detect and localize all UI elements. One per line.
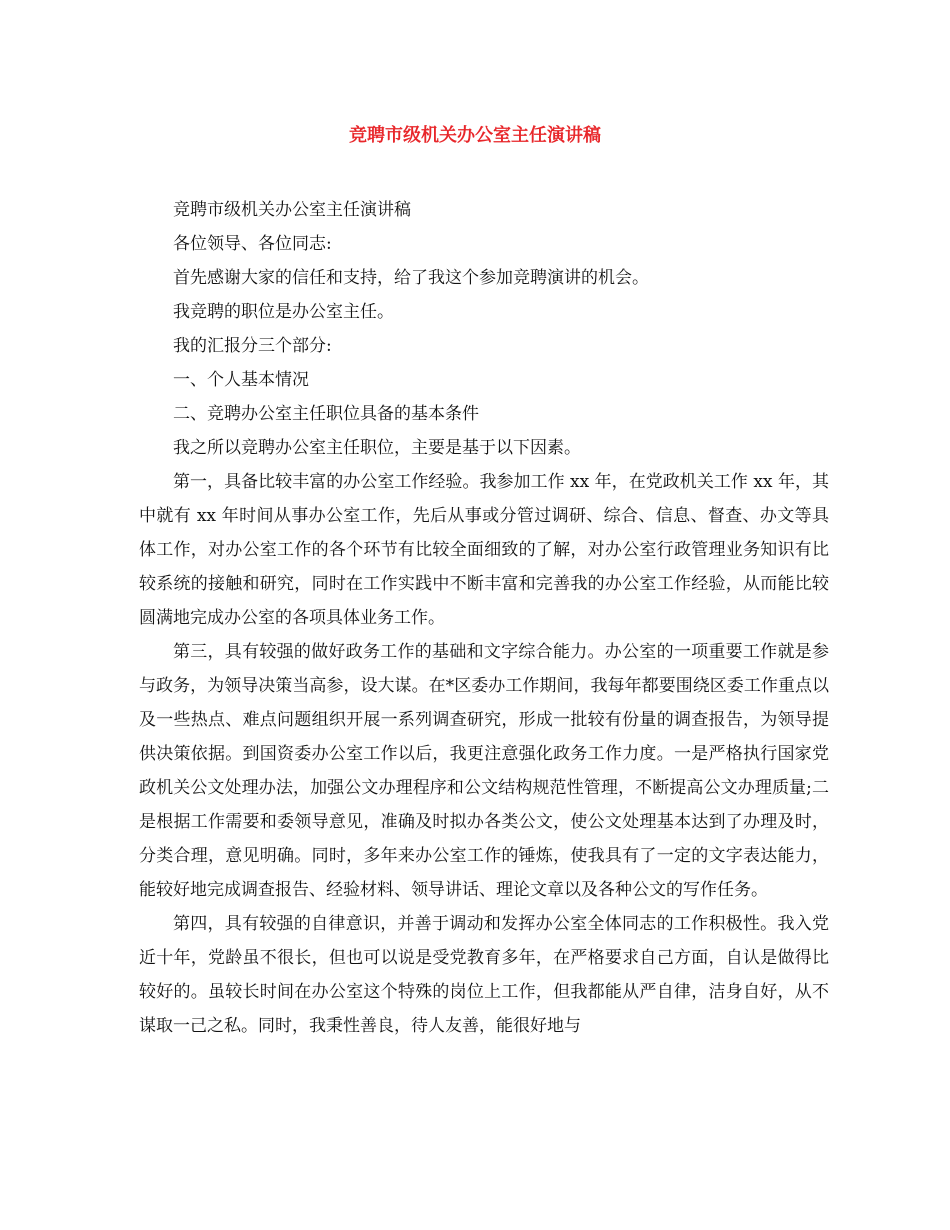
paragraph-third-point: 第三，具有较强的做好政务工作的基础和文字综合能力。办公室的一项重要工作就是参与政务，为领导决策当高参，设大谋。在*区委办工作期间，我每年都要围绕区委工作重点以及一些热点、难点问题组织开展一系列调查研究，形成一批较有份量的调查报告，为领导提供决策依据。到国资委办公室工作以后，我更注意强化政务工作力度。一是严格执行国家党政机关公文处理办法，加强公文办理程序和公文结构规范性管理，不断提高公文办理质量;二是根据工作需要和委领导意见，准确及时拟办各类公文，使公文处理基本达到了办理及时，分类合理，意见明确。同时，多年来办公室工作的锤炼，使我具有了一定的文字表达能力，能较好地完成调查报告、经验材料、领导讲话、理论文章以及各种公文的写作任务。 xyxy=(139,642,829,900)
paragraph-section-one: 一、个人基本情况 xyxy=(173,370,309,390)
paragraph-thanks: 首先感谢大家的信任和支持，给了我这个参加竞聘演讲的机会。 xyxy=(173,268,649,288)
paragraph-salutation: 各位领导、各位同志: xyxy=(173,234,332,254)
document-title: 竞聘市级机关办公室主任演讲稿 xyxy=(349,125,601,146)
paragraph-first-point: 第一，具备比较丰富的办公室工作经验。我参加工作 xx 年，在党政机关工作 xx 年，其中就有 xx 年时间从事办公室工作，先后从事或分管过调研、综合、信息、督查、办文等具体工作，对办公室工作的各个环节有比较全面细致的了解，对办公室行政管理业务知识有比较系统的接触和研究，同时在工作实践中不断丰富和完善我的办公室工作经验，从而能比较圆满地完成办公室的各项具体业务工作。 xyxy=(139,472,829,628)
paragraph-heading-repeat: 竞聘市级机关办公室主任演讲稿 xyxy=(173,200,411,220)
paragraph-section-two: 二、竞聘办公室主任职位具备的基本条件 xyxy=(173,404,479,424)
document-body xyxy=(139,193,829,1043)
paragraph-fourth-point: 第四，具有较强的自律意识，并善于调动和发挥办公室全体同志的工作积极性。我入党近十年，党龄虽不很长，但也可以说是受党教育多年，在严格要求自己方面，自认是做得比较好的。虽较长时间在办公室这个特殊的岗位上工作，但我都能从严自律，洁身自好，从不谋取一己之私。同时，我秉性善良，待人友善，能很好地与 xyxy=(139,914,829,1036)
paragraph-report-parts: 我的汇报分三个部分: xyxy=(173,336,332,356)
paragraph-position: 我竞聘的职位是办公室主任。 xyxy=(173,302,394,322)
paragraph-reasons-intro: 我之所以竞聘办公室主任职位，主要是基于以下因素。 xyxy=(173,438,581,458)
